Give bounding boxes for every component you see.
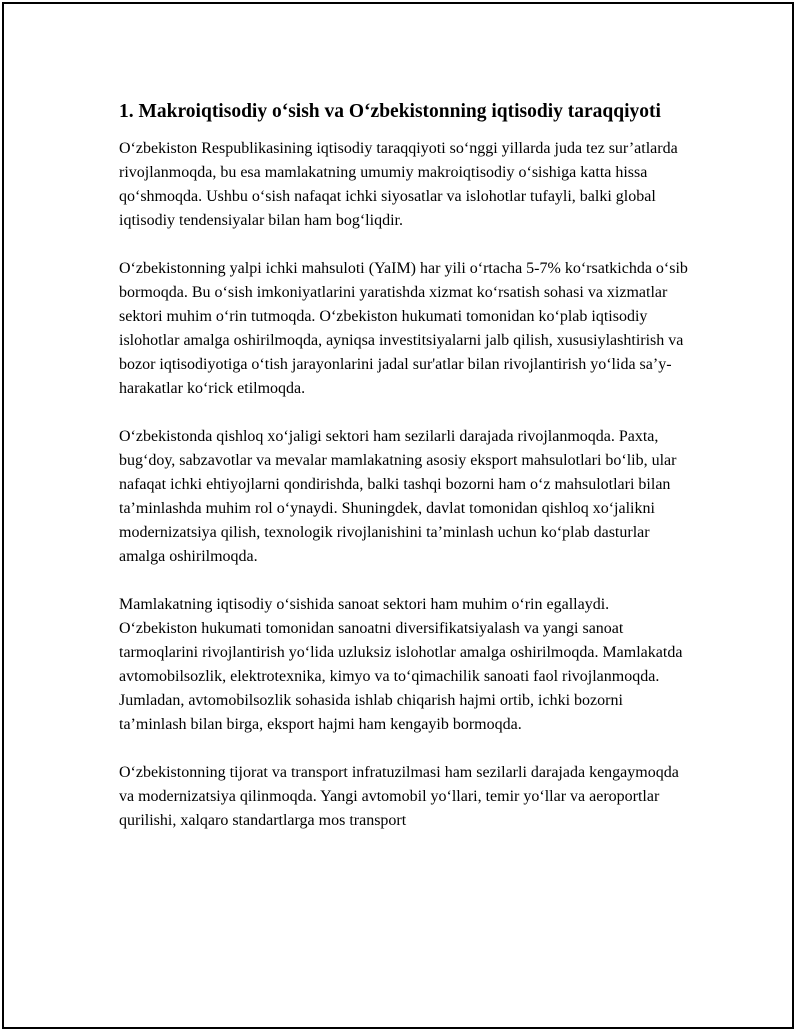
paragraph-3: O‘zbekistonda qishloq xo‘jaligi sektori ham sezilarli darajada rivojlanmoqda. Paxta, bug‘doy, sabzavotlar va mevalar mamlakatning asosiy eksport mahsulotlari bo‘lib, ular nafaqat ichki ehtiyojlarni qondirishda, balki tashqi bozorni ham o‘z mahsulotlari bilan ta’minlashda muhim rol o‘ynaydi. Shuningdek, davlat tomonidan qishloq xo‘jalikni modernizatsiya qilish, texnologik rivojlanishini ta’minlash uchun ko‘plab dasturlar amalga oshirilmoqda. <box>119 428 677 565</box>
paragraph-2: O‘zbekistonning yalpi ichki mahsuloti (YaIM) har yili o‘rtacha 5-7% ko‘rsatkichda o‘sib bormoqda. Bu o‘sish imkoniyatlarini yaratishda xizmat ko‘rsatish sohasi va xizmatlar sektori muhim o‘rin tutmoqda. O‘zbekiston hukumati tomonidan ko‘plab iqtisodiy islohotlar amalga oshirilmoqda, ayniqsa investitsiyalarni jalb qilish, xususiylashtirish va bozor iqtisodiyotiga o‘tish jarayonlarini jadal sur'atlar bilan rivojlantirish yo‘lida sa’y-harakatlar ko‘rick etilmoqda. <box>119 260 688 397</box>
paragraph-4: Mamlakatning iqtisodiy o‘sishida sanoat sektori ham muhim o‘rin egallaydi. O‘zbekiston hukumati tomonidan sanoatni diversifikatsiyalash va yangi sanoat tarmoqlarini rivojlantirish yo‘lida uzluksiz islohotlar amalga oshirilmoqda. Mamlakatda avtomobilsozlik, elektrotexnika, kimyo va to‘qimachilik sanoati faol rivojlanmoqda. Jumladan, avtomobilsozlik sohasida ishlab chiqarish hajmi ortib, ichki bozorni ta’minlash bilan birga, eksport hajmi ham kengayib bormoqda. <box>119 596 683 733</box>
document-content <box>119 99 689 833</box>
paragraph-5: O‘zbekistonning tijorat va transport infratuzilmasi ham sezilarli darajada kengaymoqda va modernizatsiya qilinmoqda. Yangi avtomobil yo‘llari, temir yo‘llar va aeroportlar qurilishi, xalqaro standartlarga mos transport <box>119 764 679 829</box>
document-page <box>2 2 794 1029</box>
section-heading: 1. Makroiqtisodiy o‘sish va O‘zbekistonning iqtisodiy taraqqiyoti <box>119 101 661 122</box>
paragraph-1: O‘zbekiston Respublikasining iqtisodiy taraqqiyoti so‘nggi yillarda juda tez sur’atlarda rivojlanmoqda, bu esa mamlakatning umumiy makroiqtisodiy o‘sishiga katta hissa qo‘shmoqda. Ushbu o‘sish nafaqat ichki siyosatlar va islohotlar tufayli, balki global iqtisodiy tendensiyalar bilan ham bog‘liqdir. <box>119 140 678 229</box>
